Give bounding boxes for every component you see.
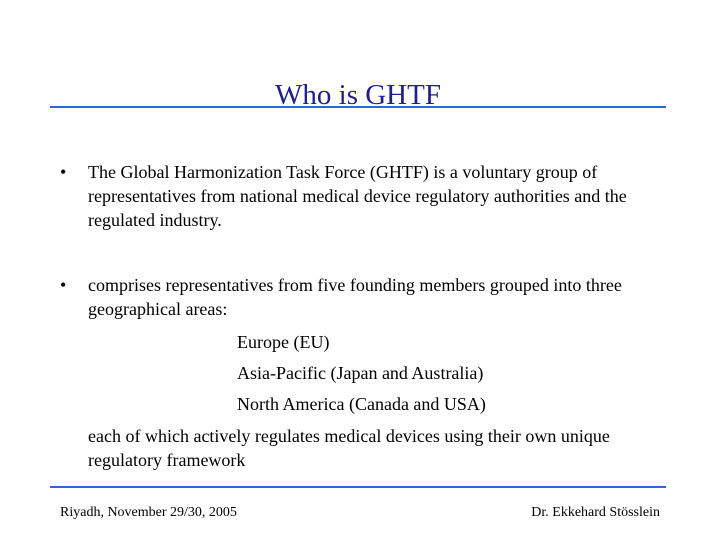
closing-text: each of which actively regulates medical devices using their own unique regulatory framework [88,426,610,470]
title-divider [50,106,666,108]
bullet-marker: • [60,275,67,295]
footer-author: Dr. Ekkehard Stösslein [531,505,660,520]
bullet-marker: • [60,162,67,182]
footer-location-date: Riyadh, November 29/30, 2005 [60,505,237,520]
bullet-text: The Global Harmonization Task Force (GHTF) is a voluntary group of representatives from national medical device regulatory authorities and the regulated industry. [88,162,627,230]
bullet-text: comprises representatives from five founding members grouped into three geographical areas: [88,275,622,319]
region-europe: Europe (EU) [237,332,330,352]
region-north-america: North America (Canada and USA) [237,394,486,414]
region-asia-pacific: Asia-Pacific (Japan and Australia) [237,363,484,383]
slide-title: Who is GHTF [275,79,441,111]
footer-divider [50,486,666,488]
